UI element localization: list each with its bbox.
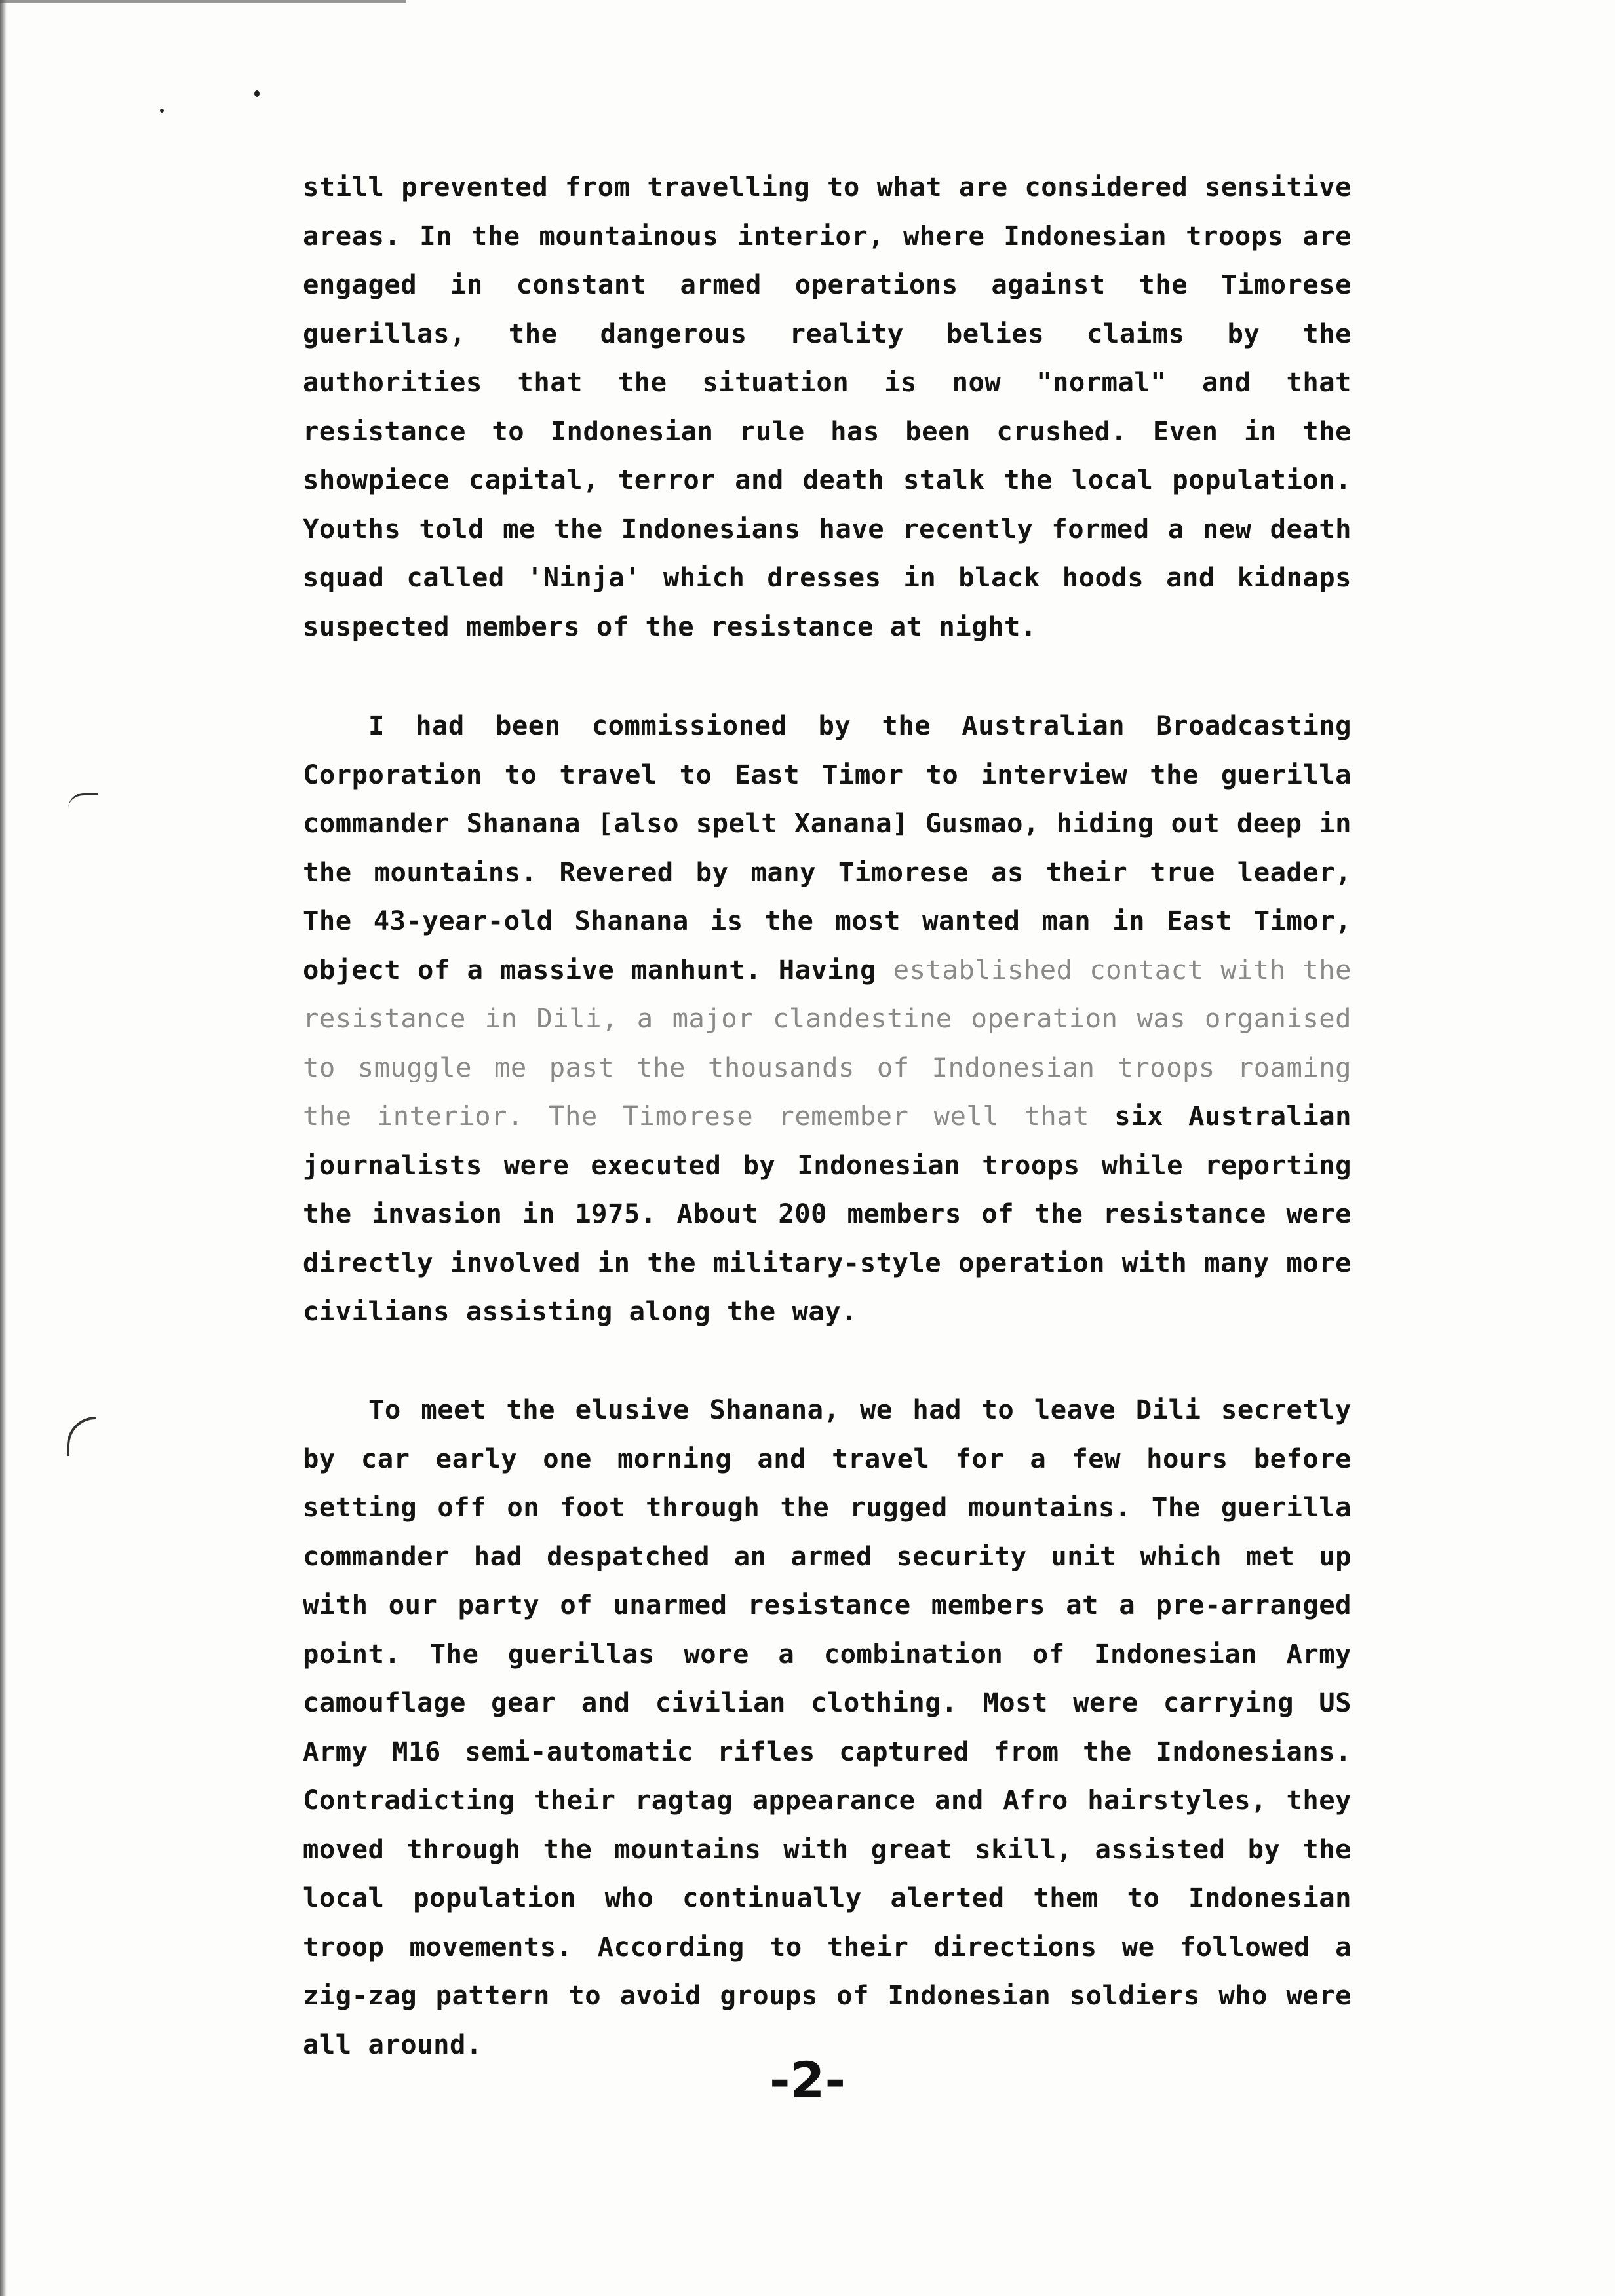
scan-edge-left	[0, 0, 7, 2296]
paragraph-2	[303, 701, 1352, 1336]
scan-speck	[160, 109, 164, 113]
paragraph-text: To meet the elusive Shanana, we had to leave Dili secretly by car early one morning and travel for a few hours before setting off on foot through the rugged mountains. The guerilla commander had despatched an armed security unit which met up with our party of unarmed resistance members at a pre-arranged point. The guerillas wore a combination of Indonesian Army camouflage gear and civilian clothing. Most were carrying US Army M16 semi-automatic rifles captured from the Indonesians. Contradicting their ragtag appearance and Afro hairstyles, they moved through the mountains with great skill, assisted by the local population who continually alerted them to Indonesian troop movements. According to their directions we followed a zig-zag pattern to avoid groups of Indonesian soldiers who were all around.	[303, 1394, 1352, 2060]
scan-mark	[67, 1417, 96, 1456]
paragraph-text: still prevented from travelling to what are considered sensitive areas. In the mountainous interior, where Indonesian troops are engaged in constant armed operations against the Timorese guerillas, the dangerous reality belies claims by the authorities that the situation is now "normal" and that resistance to Indonesian rule has been crushed. Even in the showpiece capital, terror and death stalk the local population. Youths told me the Indonesians have recently formed a new death squad called 'Ninja' which dresses in black hoods and kidnaps suspected members of the resistance at night.	[303, 171, 1352, 642]
paragraph-3	[303, 1385, 1352, 2069]
paragraph-text-segment: six Australian journalists were executed by Indonesian troops while reporting the invasion in 1975. About 200 members of the resistance were directly involved in the military-style operation with many more civilians assisting along the way.	[303, 1100, 1352, 1327]
paragraph-1	[303, 163, 1352, 651]
scan-edge-top	[0, 0, 406, 3]
scan-mark	[68, 793, 98, 809]
paragraph-text	[303, 701, 1352, 1336]
faded-text-segment: established contact with the resistance in Dili, a major clandestine operation was organised to smuggle me past the thousands of Indonesian troops roaming the interior. The Timorese remember well that	[303, 953, 1352, 1132]
page-number: -2-	[769, 2051, 846, 2109]
paragraph-text-segment: I had been commissioned by the Australian Broadcasting Corporation to travel to East Timor to interview the guerilla commander Shanana [also spelt Xanana] Gusmao, hiding out deep in the mountains. Revered by many Timorese as their true leader, The 43-year-old Shanana is the most wanted man in East Timor, object of a massive manhunt. Having	[303, 710, 1352, 985]
scan-speck	[254, 90, 260, 97]
